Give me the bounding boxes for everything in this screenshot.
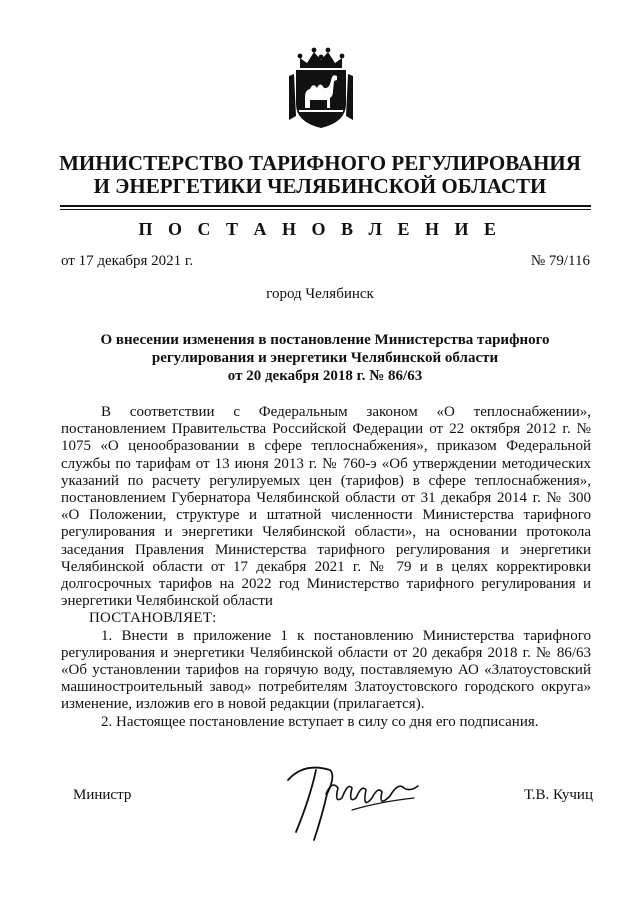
ministry-name-line-1: МИНИСТЕРСТВО ТАРИФНОГО РЕГУЛИРОВАНИЯ: [59, 151, 581, 175]
subject-line-1: О внесении изменения в постановление Министерства тарифного: [100, 332, 550, 348]
document-number: № 79/116: [530, 253, 590, 269]
preamble-paragraph: В соответствии с Федеральным законом «О теплоснабжении», постановлением Правительства Российской Федерации от 22 октября 2012 г. № 1075 «О ценообразовании в сфере теплоснабжения», приказом Федеральной службы по тарифам от 13 июня 2013 г. № 760-э «Об утверждении методических указаний по расчету регулируемых цен (тарифов) в сфере теплоснабжения», постановлением Губернатора Челябинской области от 31 декабря 2014 г. № 300 «О Положении, структуре и штатной численности Министерства тарифного регулирования и энергетики Челябинской области», на основании протокола заседания Правления Министерства тарифного регулирования и энергетики Челябинской области от 17 декабря 2021 г. № 79 и в целях корректировки долгосрочных тарифов на 2022 год Министерство тарифного регулирования и энергетики Челябинской области: [61, 404, 591, 610]
decree-word: ПОСТАНОВЛЯЕТ:: [89, 610, 217, 627]
header-rule-thick: [60, 205, 591, 207]
document-date: от 17 декабря 2021 г.: [61, 253, 194, 269]
document-type-title: П О С Т А Н О В Л Е Н И Е: [138, 219, 502, 239]
signatory-title: Министр: [73, 787, 132, 803]
document-body: [61, 404, 591, 731]
signatory-name: Т.В. Кучиц: [524, 787, 593, 803]
document-city: город Челябинск: [266, 286, 374, 302]
item-1-paragraph: 1. Внести в приложение 1 к постановлению Министерства тарифного регулирования и энергетики Челябинской области от 20 декабря 2018 г. № 86/63 «Об установлении тарифов на горячую воду, поставляемую АО «Златоустовский машиностроительный завод» потребителям Златоустовского городского округа» изменение, изложив его в новой редакции (прилагается).: [61, 627, 591, 713]
coat-of-arms-icon: [286, 46, 356, 130]
subject-line-3: от 20 декабря 2018 г. № 86/63: [227, 368, 423, 384]
subject-line-2: регулирования и энергетики Челябинской области: [151, 350, 499, 366]
ministry-name-line-2: И ЭНЕРГЕТИКИ ЧЕЛЯБИНСКОЙ ОБЛАСТИ: [93, 174, 547, 198]
document-subject: [60, 331, 590, 385]
header-rule-thin: [60, 209, 591, 210]
handwritten-signature: [282, 758, 422, 842]
item-2-paragraph: 2. Настоящее постановление вступает в силу со дня его подписания.: [101, 713, 539, 730]
ministry-name: [40, 152, 600, 198]
